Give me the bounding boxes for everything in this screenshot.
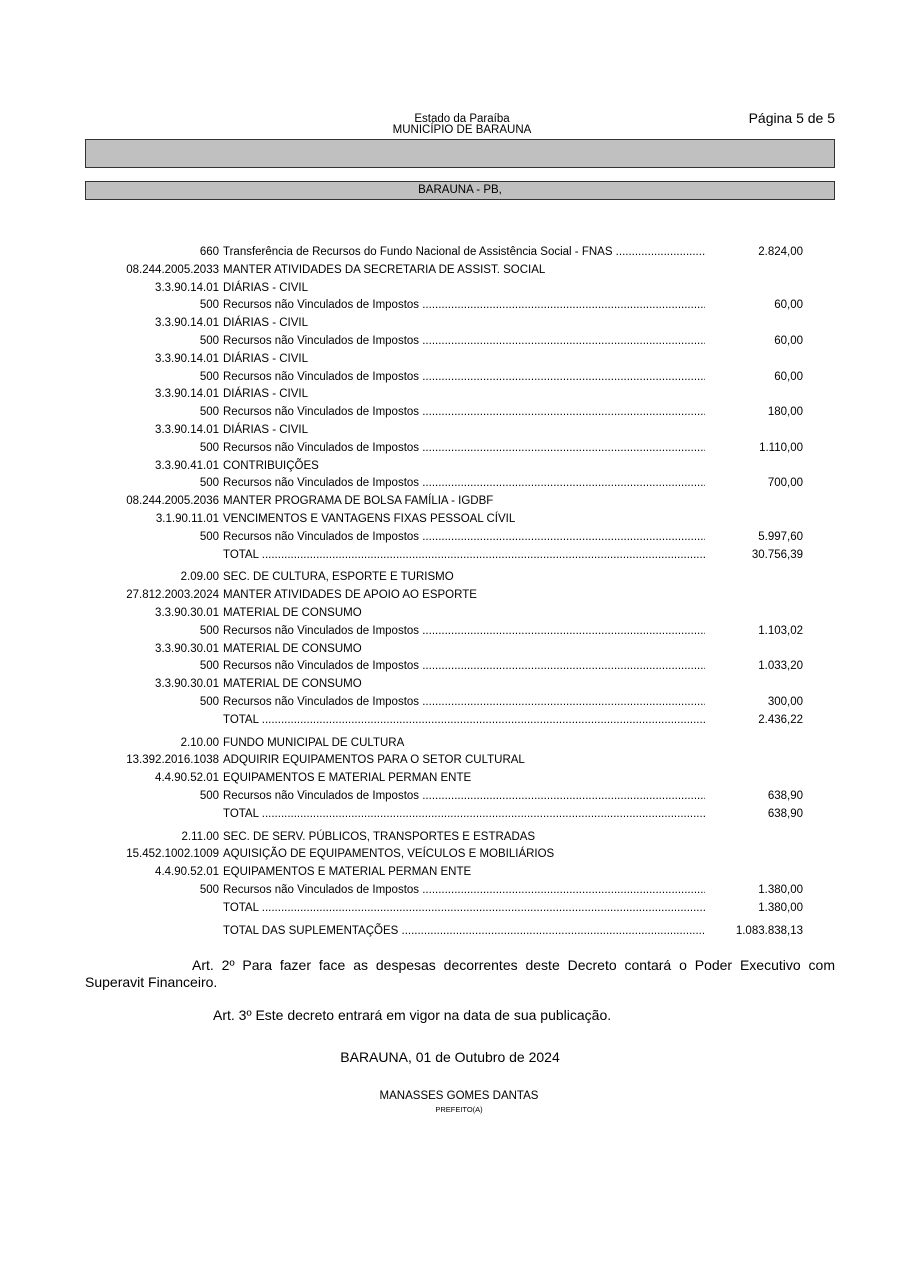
heading-row — [0, 735, 900, 753]
row-value: 60,00 — [774, 299, 803, 312]
row-code: 500 — [199, 441, 219, 454]
heading-row — [0, 864, 900, 882]
row-description: Recursos não Vinculados de Impostos ..... — [223, 623, 705, 641]
row-value: 300,00 — [767, 695, 803, 708]
row-code: 3.3.90.14.01 — [155, 352, 219, 365]
table-row — [0, 788, 900, 806]
heading-row — [0, 605, 900, 623]
row-description: FUNDO MUNICIPAL DE CULTURA — [223, 736, 405, 749]
row-value: 638,90 — [767, 807, 803, 820]
heading-row — [0, 386, 900, 404]
row-description: MATERIAL DE CONSUMO — [223, 606, 362, 619]
row-code: 3.3.90.14.01 — [155, 423, 219, 436]
heading-row — [0, 846, 900, 864]
row-code: 3.3.90.14.01 — [155, 281, 219, 294]
row-code: 500 — [199, 370, 219, 383]
row-code: 3.3.90.14.01 — [155, 317, 219, 330]
row-code: 4.4.90.52.01 — [155, 772, 219, 785]
row-description: Recursos não Vinculados de Impostos ..... — [223, 658, 705, 676]
row-value: 2.436,22 — [758, 713, 803, 726]
row-code: 500 — [199, 299, 219, 312]
row-code: 500 — [199, 624, 219, 637]
header-gray-bar — [85, 139, 835, 168]
row-description: TOTAL ..... — [223, 806, 705, 824]
table-row — [0, 882, 900, 900]
table-row — [0, 658, 900, 676]
row-code: 500 — [199, 883, 219, 896]
signatory-role: PREFEITO(A) — [435, 1105, 483, 1114]
state-name: Estado da Paraíba — [414, 113, 510, 125]
row-value: 30.756,39 — [751, 548, 803, 561]
row-description: DIÁRIAS - CIVIL — [223, 388, 308, 401]
heading-row — [0, 280, 900, 298]
row-description: MANTER ATIVIDADES DE APOIO AO ESPORTE — [223, 589, 477, 602]
row-description: DIÁRIAS - CIVIL — [223, 317, 308, 330]
heading-row — [0, 315, 900, 333]
total-row — [0, 712, 900, 730]
row-description: Recursos não Vinculados de Impostos ..... — [223, 788, 705, 806]
row-value: 1.380,00 — [758, 901, 803, 914]
row-description: MANTER PROGRAMA DE BOLSA FAMÍLIA - IGDBF — [223, 495, 494, 508]
row-code: 2.10.00 — [180, 736, 219, 749]
article-3: Art. 3º Este decreto entrará em vigor na data de sua publicação. — [213, 1007, 612, 1023]
total-row — [0, 547, 900, 565]
heading-row — [0, 569, 900, 587]
row-description: TOTAL ..... — [223, 900, 705, 918]
total-row — [0, 923, 900, 941]
heading-row — [0, 458, 900, 476]
row-description: Recursos não Vinculados de Impostos ..... — [223, 333, 705, 351]
table-row — [0, 440, 900, 458]
row-description: Recursos não Vinculados de Impostos ..... — [223, 529, 705, 547]
row-value: 700,00 — [767, 477, 803, 490]
location-bar: BARAUNA - PB, — [85, 181, 835, 200]
table-row — [0, 404, 900, 422]
row-code: 3.1.90.11.01 — [155, 512, 219, 525]
row-value: 180,00 — [767, 406, 803, 419]
row-description: Recursos não Vinculados de Impostos ..... — [223, 475, 705, 493]
row-value: 1.110,00 — [759, 441, 803, 454]
signatory-name: MANASSES GOMES DANTAS — [379, 1090, 539, 1102]
table-row — [0, 694, 900, 712]
row-description: Recursos não Vinculados de Impostos ..... — [223, 369, 705, 387]
date-line: BARAUNA, 01 de Outubro de 2024 — [340, 1049, 560, 1065]
row-value: 60,00 — [774, 370, 803, 383]
row-value: 60,00 — [774, 334, 803, 347]
row-description: ADQUIRIR EQUIPAMENTOS PARA O SETOR CULTURAL — [223, 754, 525, 767]
heading-row — [0, 829, 900, 847]
heading-row — [0, 752, 900, 770]
table-row — [0, 529, 900, 547]
table-row — [0, 244, 900, 262]
row-value: 1.103,02 — [758, 624, 803, 637]
row-code: 3.3.90.30.01 — [155, 642, 219, 655]
total-row — [0, 806, 900, 824]
row-code: 27.812.2003.2024 — [126, 589, 219, 602]
heading-row — [0, 422, 900, 440]
heading-row — [0, 641, 900, 659]
table-row — [0, 297, 900, 315]
row-code: 500 — [199, 406, 219, 419]
row-value: 2.824,00 — [758, 246, 803, 258]
row-description: TOTAL ..... — [223, 547, 705, 565]
row-code: 500 — [199, 334, 219, 347]
row-description: SEC. DE SERV. PÚBLICOS, TRANSPORTES E ESTRADAS — [223, 830, 536, 843]
row-code: 660 — [199, 246, 219, 258]
document-header — [300, 114, 624, 136]
row-code: 3.3.90.41.01 — [155, 459, 219, 472]
heading-row — [0, 511, 900, 529]
heading-row — [0, 493, 900, 511]
row-code: 500 — [199, 695, 219, 708]
municipality-name: MUNICÍPIO DE BARAUNA — [392, 124, 532, 136]
article-2: Art. 2º Para fazer face as despesas decorrentes deste Decreto contará o Poder Executivo com Superavit Financeiro. — [85, 957, 835, 990]
row-description: VENCIMENTOS E VANTAGENS FIXAS PESSOAL CÍVIL — [223, 512, 516, 525]
heading-row — [0, 351, 900, 369]
row-description: Recursos não Vinculados de Impostos ..... — [223, 694, 705, 712]
row-description: Recursos não Vinculados de Impostos ..... — [223, 440, 705, 458]
row-code: 500 — [199, 660, 219, 673]
page-number: Página 5 de 5 — [748, 110, 835, 126]
row-value: 1.380,00 — [758, 883, 803, 896]
heading-row — [0, 587, 900, 605]
row-code: 2.09.00 — [180, 571, 219, 584]
table-row — [0, 623, 900, 641]
row-description: TOTAL DAS SUPLEMENTAÇÕES ..... — [223, 923, 705, 941]
row-code: 500 — [199, 789, 219, 802]
table-row — [0, 369, 900, 387]
row-description: DIÁRIAS - CIVIL — [223, 281, 308, 294]
row-value: 1.083.838,13 — [735, 925, 803, 938]
row-description: EQUIPAMENTOS E MATERIAL PERMAN ENTE — [223, 866, 472, 879]
row-code: 3.3.90.14.01 — [155, 388, 219, 401]
row-value: 638,90 — [767, 789, 803, 802]
row-description: MATERIAL DE CONSUMO — [223, 678, 362, 691]
row-description: MATERIAL DE CONSUMO — [223, 642, 362, 655]
total-row — [0, 900, 900, 918]
row-description: EQUIPAMENTOS E MATERIAL PERMAN ENTE — [223, 772, 472, 785]
row-description: Recursos não Vinculados de Impostos ..... — [223, 882, 705, 900]
row-description: CONTRIBUIÇÕES — [223, 459, 319, 472]
table-row — [0, 475, 900, 493]
heading-row — [0, 676, 900, 694]
row-description: SEC. DE CULTURA, ESPORTE E TURISMO — [223, 571, 454, 584]
row-value: 5.997,60 — [758, 530, 803, 543]
row-code: 3.3.90.30.01 — [155, 678, 219, 691]
row-value: 1.033,20 — [758, 660, 803, 673]
heading-row — [0, 770, 900, 788]
row-code: 3.3.90.30.01 — [155, 606, 219, 619]
supplement-table — [0, 244, 900, 941]
row-description: DIÁRIAS - CIVIL — [223, 352, 308, 365]
row-description: Transferência de Recursos do Fundo Nacional de Assistência Social - FNAS ..... — [223, 244, 705, 262]
row-code: 08.244.2005.2033 — [126, 263, 219, 276]
row-description: Recursos não Vinculados de Impostos ..... — [223, 297, 705, 315]
row-code: 2.11.00 — [181, 830, 219, 843]
heading-row — [0, 262, 900, 280]
row-description: Recursos não Vinculados de Impostos ..... — [223, 404, 705, 422]
row-description: TOTAL ..... — [223, 712, 705, 730]
row-code: 4.4.90.52.01 — [155, 866, 219, 879]
row-code: 500 — [199, 530, 219, 543]
row-code: 15.452.1002.1009 — [126, 848, 219, 861]
row-description: DIÁRIAS - CIVIL — [223, 423, 308, 436]
table-row — [0, 333, 900, 351]
row-code: 08.244.2005.2036 — [126, 495, 219, 508]
row-description: AQUISIÇÃO DE EQUIPAMENTOS, VEÍCULOS E MOBILIÁRIOS — [223, 848, 555, 861]
row-code: 500 — [199, 477, 219, 490]
row-code: 13.392.2016.1038 — [126, 754, 219, 767]
row-description: MANTER ATIVIDADES DA SECRETARIA DE ASSIST. SOCIAL — [223, 263, 546, 276]
